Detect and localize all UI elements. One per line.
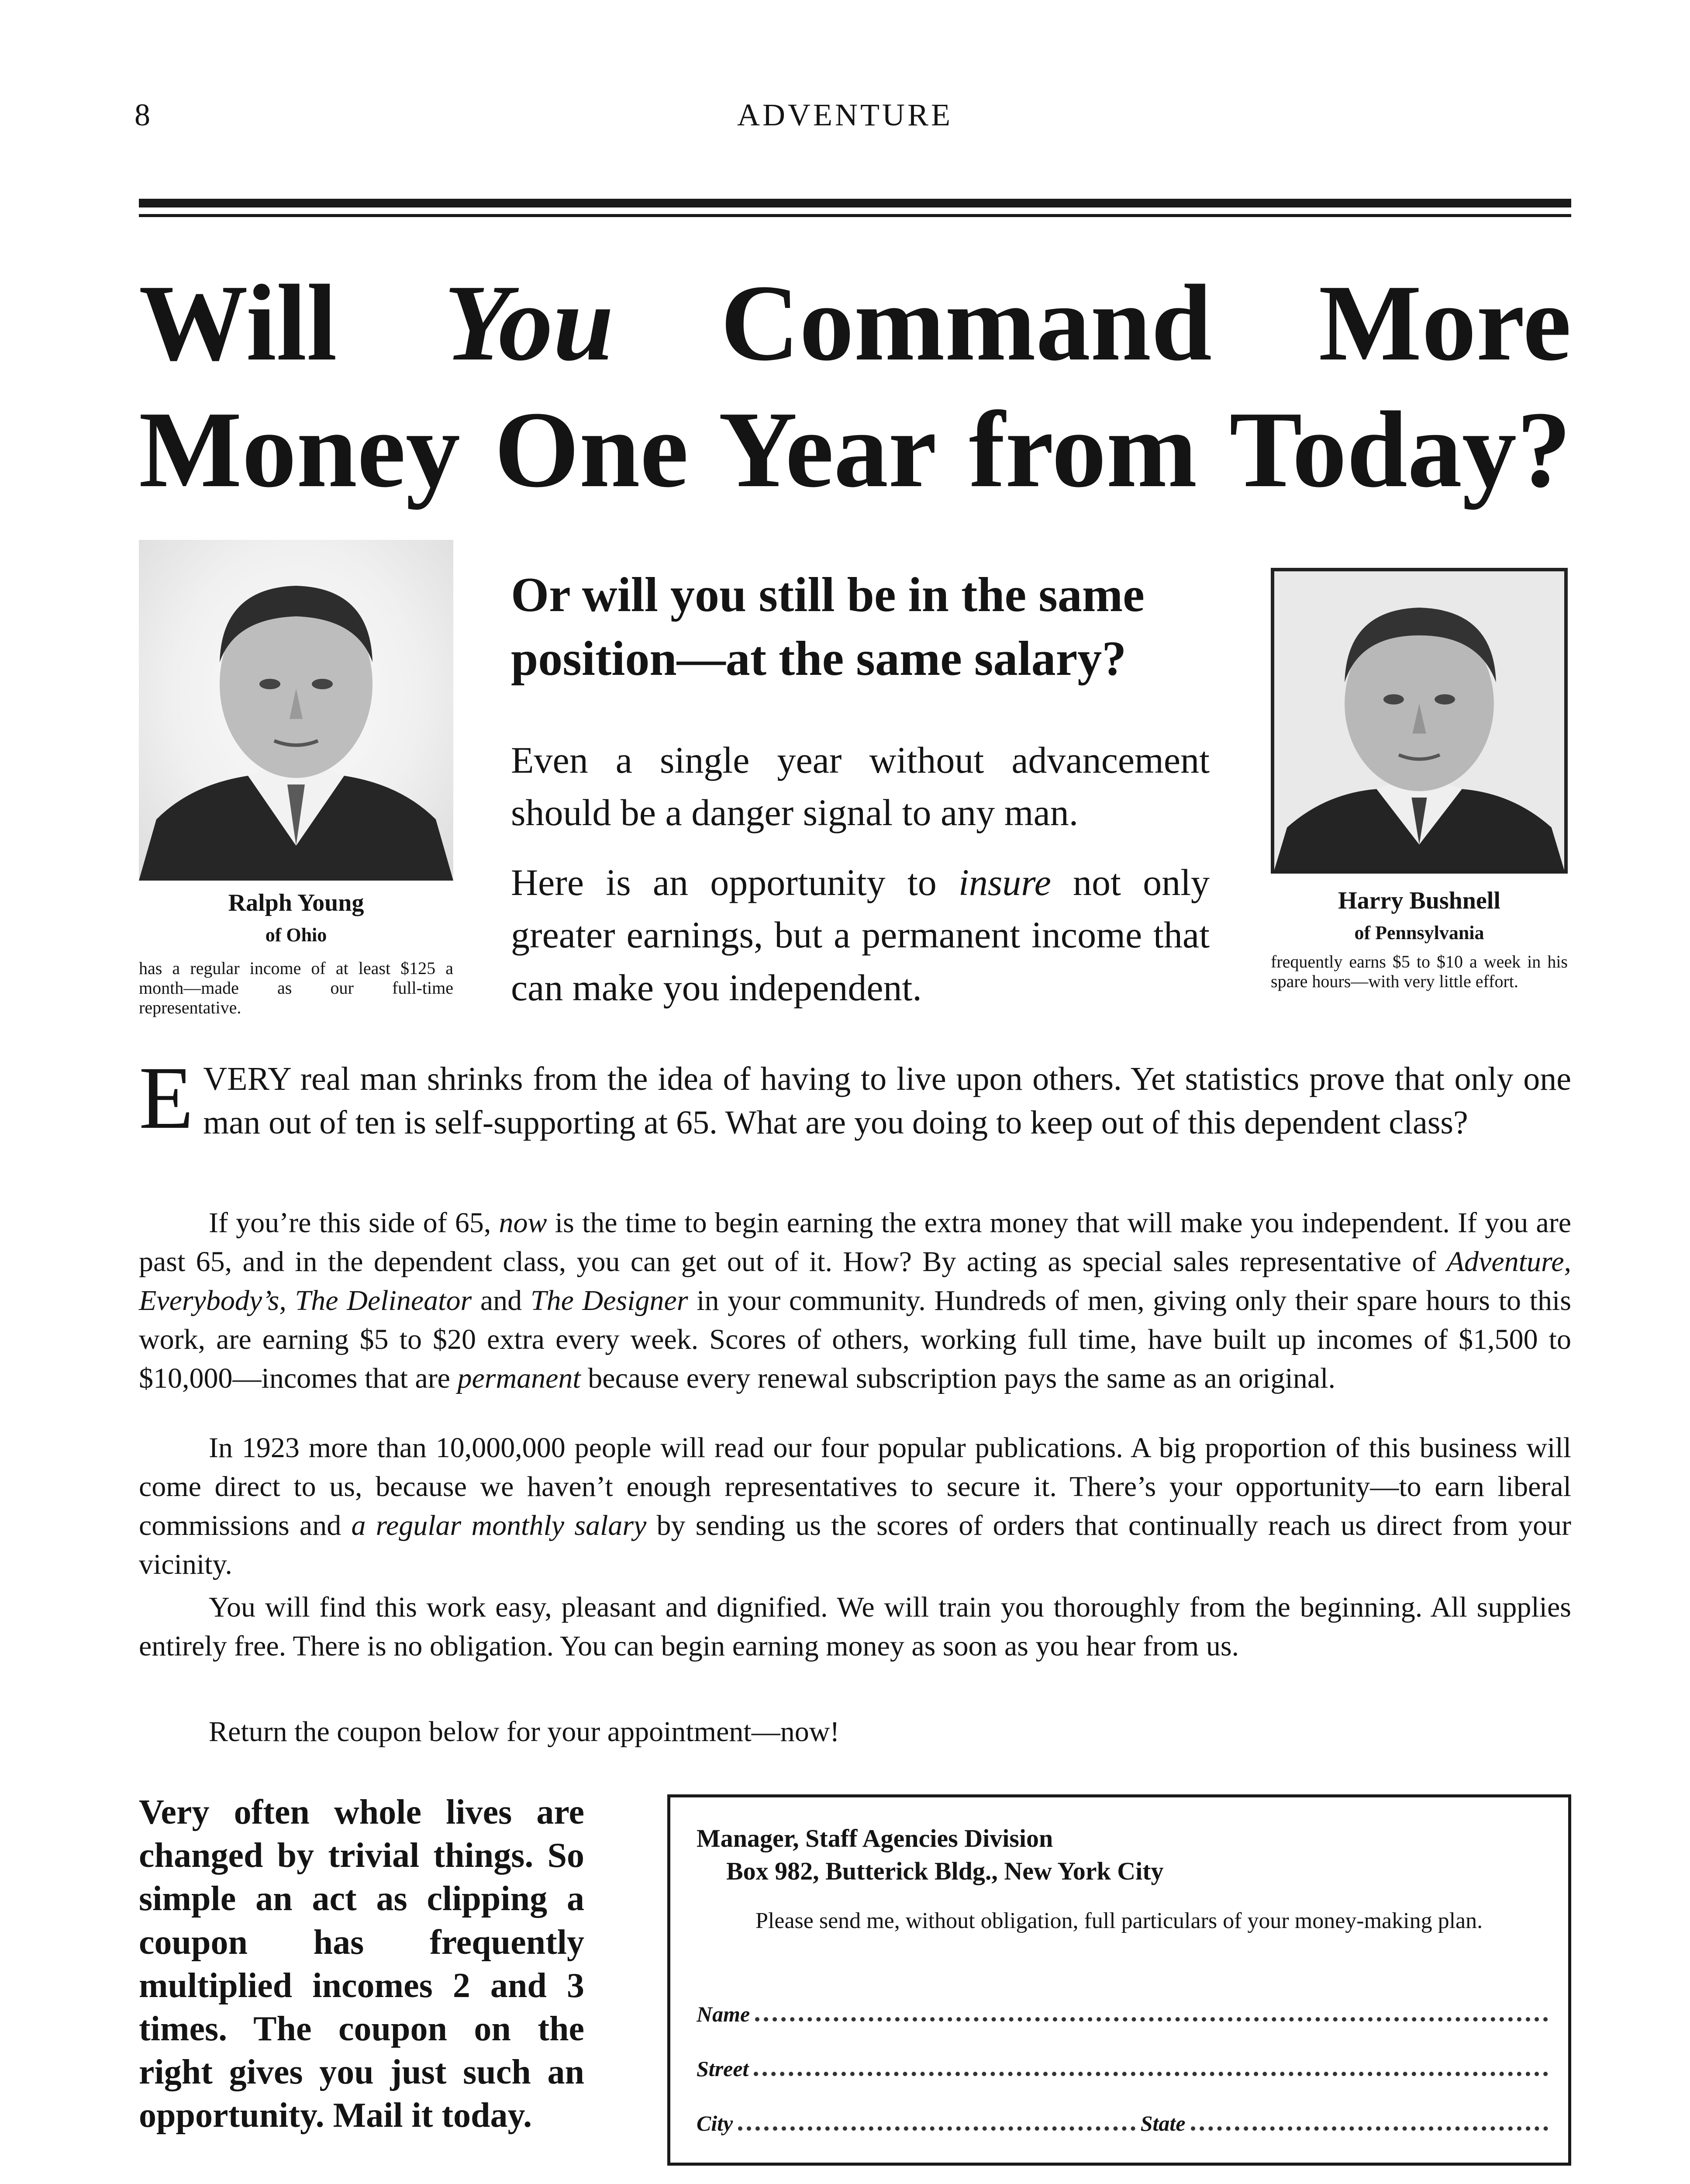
caption-right-location: of Pennsylvania [1354,922,1484,943]
headline-emphasis: You [444,263,614,384]
caption-left-name: Ralph Young [228,889,364,916]
top-rule-thick [139,199,1571,207]
body-paragraph-3 [139,1428,1571,1584]
coupon-address-line-1: Manager, Staff Agencies Division [697,1824,1053,1852]
page-number: 8 [135,97,150,132]
body-paragraph-5: Return the coupon below for your appointment—now! [209,1716,840,1748]
headline-text-end: Command More [614,263,1571,384]
coupon-request-text: Please send me, without obligation, full particulars of your money-making plan. [755,1908,1483,1933]
lead-paragraph [139,1048,1571,1147]
coupon-address-line-2: Box 982, Butterick Bldg., New York City [726,1857,1164,1885]
p2-designer: The Designer [530,1285,688,1317]
body-paragraph-2 [139,1203,1571,1398]
headline-text: Will [139,263,444,384]
headline-line-1 [139,263,1571,384]
name-label: Name [697,2002,750,2026]
p3-text-a: In 1923 more than 10,000,000 people will read our four popular publications. A big proportion of this business will come direct to us, because we haven’t enough representatives to secure it. There’s your opportunity—to earn liberal commissions and [139,1432,1571,1542]
top-rule-thin [139,214,1571,217]
portrait-harry-bushnell-drawing [1274,571,1564,870]
p2-text-b: is the time to begin earning the extra money that will make you independent. If you are past 65, and in the dependent class, you can get out of it. How? By acting as special sales representative of [139,1207,1571,1278]
coupon-name-row[interactable] [697,1996,1548,2027]
portrait-ralph-young-drawing [139,540,453,881]
headline-line-2: Money One Year from Today? [139,389,1571,510]
p3-salary: a regular monthly salary [351,1510,647,1542]
p2-text-c: and [472,1285,531,1317]
city-label: City [697,2111,733,2136]
name-input-line[interactable] [755,2011,1548,2022]
p2-permanent: permanent [457,1362,581,1395]
p2-text-e: because every renewal subscription pays the same as an original. [580,1362,1335,1395]
intro-p2-end: not only greater earnings, but a permanent income that can make you independent. [511,861,1210,1009]
running-head: ADVENTURE [737,97,953,132]
portrait-ralph-young [139,540,453,881]
caption-left-text: has a regular income of at least $125 a month—made as our full-time representative. [139,958,453,1017]
intro-p2-start: Here is an opportunity to [511,861,959,903]
p2-magazines: Adventure, Everybody’s, The Delineator [139,1246,1571,1317]
subheadline: Or will you still be in the same position—at the same salary? [511,568,1145,686]
caption-right-text: frequently earns $5 to $10 a week in his spare hours—with very little effort. [1271,952,1568,991]
sidebar-text: Very often whole lives are changed by trivial things. So simple an act as clipping a coupon has frequently multiplied incomes 2 and 3 times. The coupon on the right gives you just such an opportunity. Mail it today. [139,1793,584,2135]
body-paragraph-4: You will find this work easy, pleasant and dignified. We will train you thoroughly from the beginning. All supplies entirely free. There is no obligation. You can begin earning money as soon as you hear from us. [139,1591,1571,1662]
lead-text: VERY real man shrinks from the idea of having to live upon others. Yet statistics prove that only one man out of ten is self-supporting at 65. What are you doing to keep out of this dependent class? [203,1061,1571,1141]
intro-paragraph-1: Even a single year without advancement should be a danger signal to any man. [511,739,1210,834]
p2-text-d: in your community. Hundreds of men, giving only their spare hours to this work, are earning $5 to $20 extra every week. Scores of others, working full time, have built up incomes of $1,500 to $10,000—incomes that are [139,1285,1571,1395]
coupon-street-row[interactable] [697,2051,1548,2081]
intro-p2-emphasis: insure [958,861,1051,903]
state-label: State [1140,2111,1186,2136]
caption-left-location: of Ohio [265,924,327,946]
city-input-line[interactable] [738,2120,1135,2131]
street-label: Street [697,2056,749,2081]
state-input-line[interactable] [1191,2120,1548,2131]
p3-text-b: by sending us the scores of orders that continually reach us direct from your vicinity. [139,1510,1571,1581]
portrait-harry-bushnell [1271,568,1568,874]
drop-cap: E [139,1048,194,1147]
p2-text-a: If you’re this side of 65, [209,1207,499,1239]
coupon-form [667,1794,1571,2166]
street-input-line[interactable] [754,2066,1548,2076]
coupon-city-state-row[interactable] [697,2105,1548,2136]
caption-right-name: Harry Bushnell [1338,887,1500,914]
p2-now: now [499,1207,547,1239]
intro-paragraph-2 [511,856,1210,1014]
